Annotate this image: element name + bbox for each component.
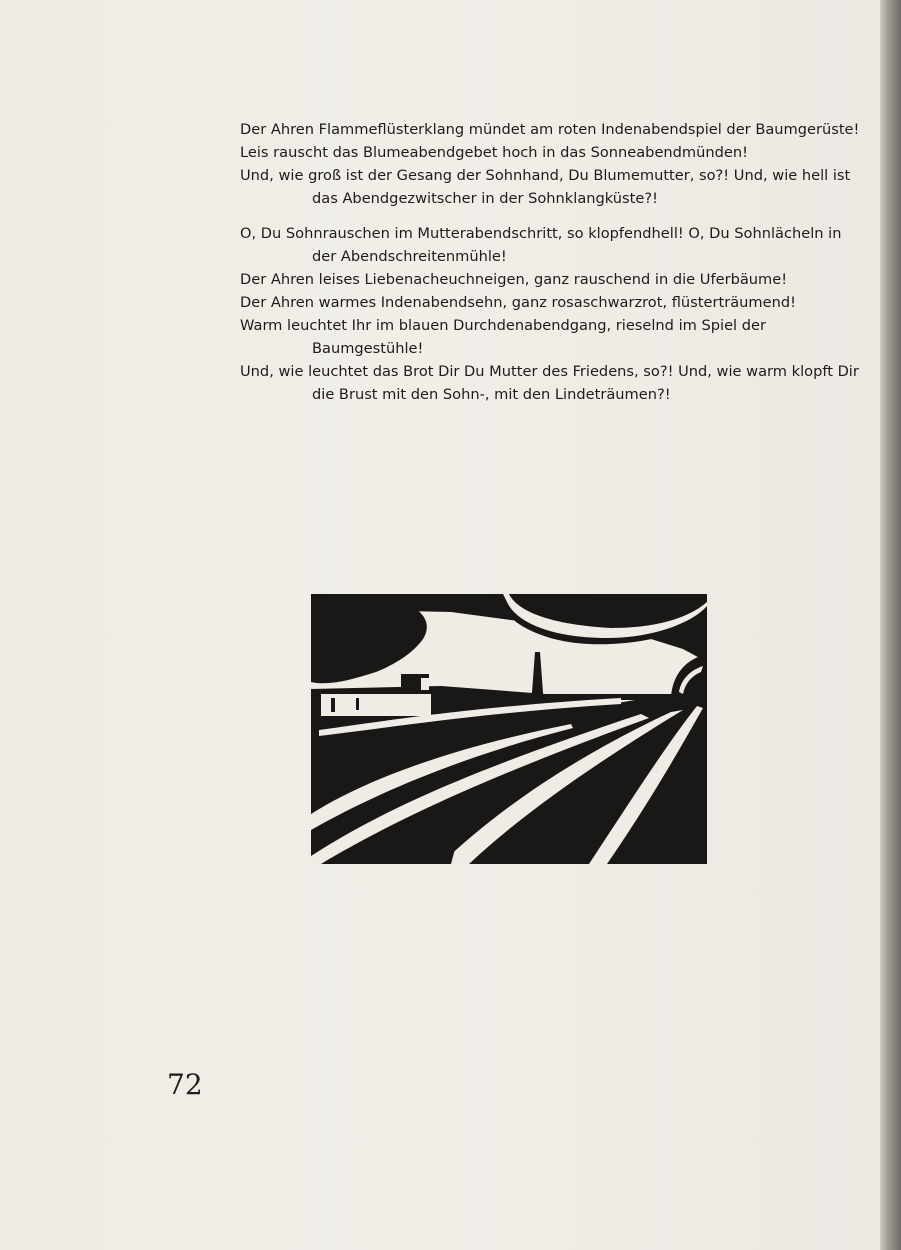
poem-text bbox=[240, 118, 870, 406]
page-number: 72 bbox=[167, 1068, 203, 1101]
stanza-2 bbox=[240, 222, 870, 406]
woodcut-illustration bbox=[311, 594, 707, 864]
poem-line: Warm leuchtet Ihr im blauen Durchdenabendgang, rieselnd im Spiel der Baumgestühle! bbox=[240, 317, 766, 357]
poem-line: Der Ahren warmes Indenabendsehn, ganz rosaschwarzrot, flüsterträumend! bbox=[240, 294, 796, 311]
poem-line: Und, wie groß ist der Gesang der Sohnhand, Du Blumemutter, so?! Und, wie hell ist das Abendgezwitscher in der Sohnklangküste?! bbox=[240, 167, 851, 207]
poem-line: O, Du Sohnrauschen im Mutterabendschritt, so klopfendhell! O, Du Sohnlächeln in der Abendschreitenmühle! bbox=[240, 225, 842, 265]
poem-line: Und, wie leuchtet das Brot Dir Du Mutter des Friedens, so?! Und, wie warm klopft Dir die Brust mit den Sohn-, mit den Lindeträumen?! bbox=[240, 363, 859, 403]
poem-line: Der Ahren leises Liebenacheuchneigen, ganz rauschend in die Uferbäume! bbox=[240, 271, 788, 288]
poem-line: Der Ahren Flammeflüsterklang mündet am roten Indenabendspiel der Baumgerüste! bbox=[240, 121, 860, 138]
poem-line: Leis rauscht das Blumeabendgebet hoch in das Sonneabendmünden! bbox=[240, 144, 748, 161]
stanza-1 bbox=[240, 118, 870, 210]
page-edge bbox=[880, 0, 901, 1250]
